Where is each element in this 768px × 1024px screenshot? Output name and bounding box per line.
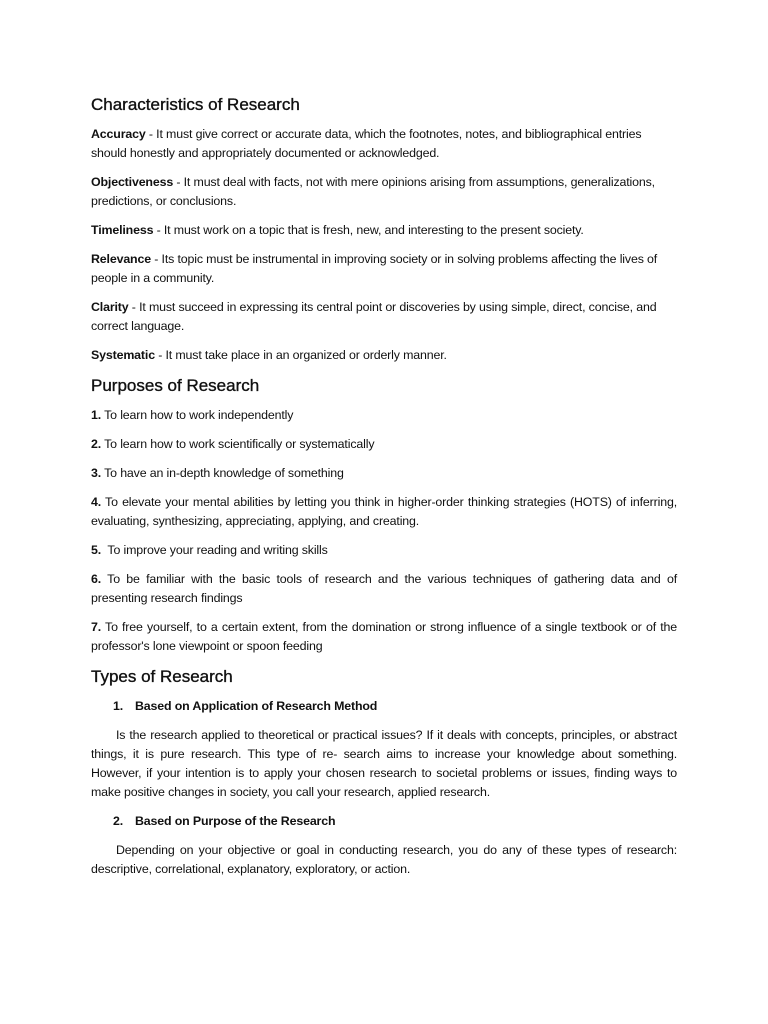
purpose-item (91, 464, 677, 483)
purpose-text: To learn how to work scientifically or systematically (101, 437, 375, 451)
purpose-item (91, 493, 677, 531)
subheading-title: Based on Purpose of the Research (135, 814, 336, 828)
purpose-text: To elevate your mental abilities by letting you think in higher-order thinking strategies (HOTS) of inferring, evaluating, synthesizing, appreciating, applying, and creating. (91, 495, 677, 528)
purpose-item (91, 406, 677, 425)
subheading-title: Based on Application of Research Method (135, 699, 378, 713)
purpose-item (91, 435, 677, 454)
characteristic-item-accuracy (91, 125, 677, 163)
purpose-number: 3. (91, 466, 102, 480)
term-description: - It must succeed in expressing its central point or discoveries by using simple, direct, concise, and correct language. (91, 300, 657, 333)
purpose-item (91, 570, 677, 608)
subheading-number: 2. (113, 814, 124, 828)
subheading-number: 1. (113, 699, 124, 713)
characteristic-item-systematic (91, 346, 677, 365)
purpose-number: 7. (91, 620, 102, 634)
purpose-text: To free yourself, to a certain extent, from the domination or strong influence of a single textbook or of the professor's lone viewpoint or spoon feeding (91, 620, 677, 653)
types-subheading (91, 697, 677, 716)
section-heading-types: Types of Research (91, 667, 233, 686)
purpose-number: 1. (91, 408, 102, 422)
term-label: Accuracy (91, 127, 146, 141)
types-subheading (91, 812, 677, 831)
purpose-number: 4. (91, 495, 102, 509)
purpose-text: To be familiar with the basic tools of research and the various techniques of gathering data and of presenting research findings (91, 572, 677, 605)
characteristic-item-clarity (91, 298, 677, 336)
term-label: Clarity (91, 300, 129, 314)
purpose-text: To improve your reading and writing skills (101, 543, 328, 557)
purpose-text: To learn how to work independently (101, 408, 294, 422)
term-description: - It must give correct or accurate data, which the footnotes, notes, and bibliographical entries should honestly and appropriately documented or acknowledged. (91, 127, 642, 160)
purpose-number: 6. (91, 572, 102, 586)
section-heading-characteristics: Characteristics of Research (91, 95, 300, 114)
term-label: Relevance (91, 252, 151, 266)
purpose-number: 2. (91, 437, 102, 451)
term-description: - It must deal with facts, not with mere opinions arising from assumptions, generalizations, predictions, or conclusions. (91, 175, 655, 208)
characteristic-item-timeliness (91, 221, 677, 240)
types-paragraph: Depending on your objective or goal in conducting research, you do any of these types of research: descriptive, correlational, explanatory, exploratory, or action. (91, 843, 677, 876)
term-label: Objectiveness (91, 175, 174, 189)
section-heading-purposes: Purposes of Research (91, 376, 260, 395)
types-paragraph: Is the research applied to theoretical or practical issues? If it deals with concepts, principles, or abstract things, it is pure research. This type of re- search aims to increase your knowledge about something. However, if your intention is to apply your chosen research to societal problems or issues, finding ways to make positive changes in society, you call your research, applied research. (91, 728, 677, 799)
purpose-item (91, 618, 677, 656)
term-label: Timeliness (91, 223, 154, 237)
purpose-number: 5. (91, 543, 102, 557)
term-description: - Its topic must be instrumental in improving society or in solving problems affecting the lives of people in a community. (91, 252, 658, 285)
term-label: Systematic (91, 348, 155, 362)
purpose-text: To have an in-depth knowledge of something (101, 466, 344, 480)
purpose-item (91, 541, 677, 560)
characteristic-item-relevance (91, 250, 677, 288)
term-description: - It must work on a topic that is fresh, new, and interesting to the present society. (153, 223, 584, 237)
document-page (91, 94, 677, 879)
characteristic-item-objectiveness (91, 173, 677, 211)
term-description: - It must take place in an organized or orderly manner. (154, 348, 447, 362)
